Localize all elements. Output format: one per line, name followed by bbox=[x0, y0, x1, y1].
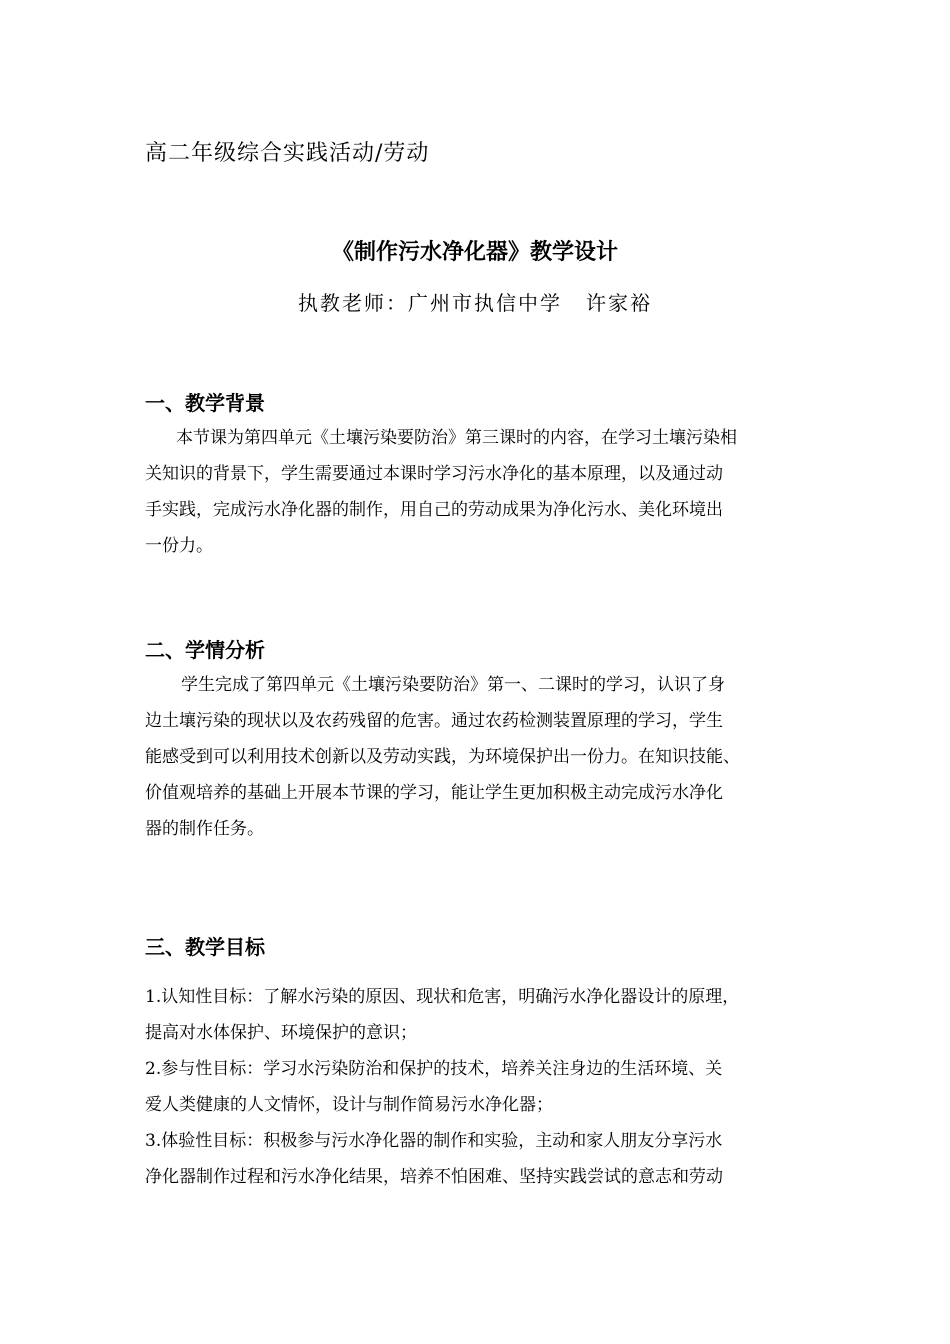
paragraph-line: 手实践，完成污水净化器的制作，用自己的劳动成果为净化污水、美化环境出 bbox=[145, 500, 723, 520]
section-heading-student-analysis: 二、学情分析 bbox=[145, 638, 265, 662]
section-body-background bbox=[145, 420, 825, 564]
paragraph-line: 关知识的背景下，学生需要通过本课时学习污水净化的基本原理，以及通过动 bbox=[145, 464, 723, 484]
goal-line: 2.参与性目标：学习水污染防治和保护的技术，培养关注身边的生活环境、关 bbox=[145, 1059, 723, 1079]
paragraph-line: 边土壤污染的现状以及农药残留的危害。通过农药检测装置原理的学习，学生 bbox=[145, 711, 723, 731]
paragraph-line: 能感受到可以利用技术创新以及劳动实践，为环境保护出一份力。在知识技能、 bbox=[145, 747, 740, 767]
teacher-label: 执教老师： bbox=[298, 291, 408, 315]
goal-line: 提高对水体保护、环境保护的意识； bbox=[145, 1023, 417, 1043]
teacher-name: 许家裕 bbox=[586, 291, 652, 315]
goal-line: 3.体验性目标：积极参与污水净化器的制作和实验，主动和家人朋友分享污水 bbox=[145, 1131, 723, 1151]
paragraph-line: 学生完成了第四单元《土壤污染要防治》第一、二课时的学习，认识了身 bbox=[181, 675, 725, 695]
section-body-teaching-goals bbox=[145, 979, 825, 1195]
paragraph-line: 器的制作任务。 bbox=[145, 819, 264, 839]
section-body-student-analysis bbox=[145, 667, 825, 847]
paragraph-line: 一份力。 bbox=[145, 536, 213, 556]
document-title: 《制作污水净化器》教学设计 bbox=[331, 240, 618, 265]
teacher-school: 广州市执信中学 bbox=[408, 291, 562, 315]
paragraph-line: 价值观培养的基础上开展本节课的学习，能让学生更加积极主动完成污水净化 bbox=[145, 783, 723, 803]
goal-line: 净化器制作过程和污水净化结果，培养不怕困难、坚持实践尝试的意志和劳动 bbox=[145, 1167, 723, 1187]
goal-line: 爱人类健康的人文情怀，设计与制作简易污水净化器； bbox=[145, 1095, 553, 1115]
teacher-line bbox=[0, 287, 950, 316]
grade-subject-header: 高二年级综合实践活动/劳动 bbox=[145, 141, 430, 166]
section-heading-teaching-goals: 三、教学目标 bbox=[145, 935, 265, 959]
goal-line: 1.认知性目标：了解水污染的原因、现状和危害，明确污水净化器设计的原理， bbox=[145, 987, 740, 1007]
section-heading-background: 一、教学背景 bbox=[145, 391, 265, 415]
paragraph-line: 本节课为第四单元《土壤污染要防治》第三课时的内容，在学习土壤污染相 bbox=[176, 428, 737, 448]
